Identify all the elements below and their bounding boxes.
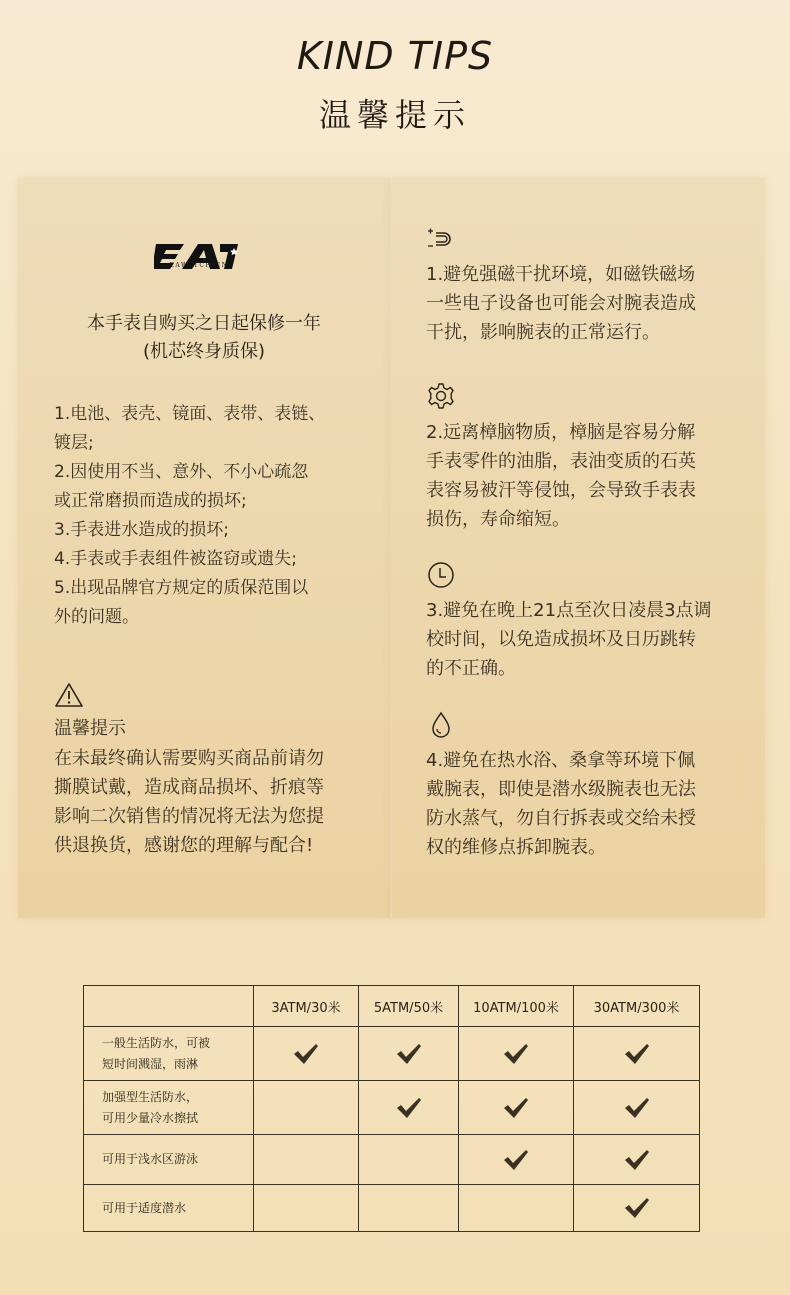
row-label: 一般生活防水，可被 短时间溅湿，雨淋 [84,1027,254,1081]
tip-2-text: 2.远离樟脑物质，樟脑是容易分解 手表零件的油脂，表油变质的石英 表容易被汗等侵蚀，会导致手表表 损伤，寿命缩短。 [426,422,696,530]
warning-icon [54,682,84,708]
list-item: 或正常磨损而造成的损坏; [54,491,247,511]
exclusion-list [54,400,374,632]
column-header: 30ATM/300米 [574,986,700,1027]
check-cell [574,1081,700,1135]
check-cell [574,1027,700,1081]
table-row [84,1081,700,1135]
table-header-row [84,986,700,1027]
check-cell [459,1081,574,1135]
water-drop-icon [426,710,456,740]
empty-cell [459,1185,574,1232]
empty-cell [254,1185,359,1232]
tips-panel [392,178,765,918]
check-icon [396,1043,422,1065]
row-label: 可用于适度潜水 [84,1185,254,1232]
warranty-panel [18,178,390,918]
list-item: 5.出现品牌官方规定的质保范围以 [54,578,309,598]
empty-cell [359,1185,459,1232]
row-label: 可用于浅水区游泳 [84,1135,254,1185]
check-cell [574,1185,700,1232]
table-header-empty [84,986,254,1027]
list-item: 4.手表或手表组件被盗窃或遗失; [54,549,297,569]
row-label: 加强型生活防水， 可用少量冷水擦拭 [84,1081,254,1135]
empty-cell [254,1081,359,1135]
check-icon [624,1043,650,1065]
check-cell [254,1027,359,1081]
table-row [84,1027,700,1081]
column-header: 5ATM/50米 [359,986,459,1027]
list-item: 3.手表进水造成的损坏; [54,520,229,540]
check-icon [503,1043,529,1065]
clock-icon [426,560,456,590]
check-icon [503,1097,529,1119]
tip-4-text: 4.避免在热水浴、桑拿等环境下佩 戴腕表，即使是潜水级腕表也无法 防水蒸气，勿自行拆表或交给未授 权的维修点拆卸腕表。 [426,750,696,858]
empty-cell [359,1135,459,1185]
warranty-title: 本手表自购买之日起保修一年 (机芯终身质保) [87,313,321,362]
title-en: KIND TIPS [296,34,494,78]
brand-logo-icon [154,240,246,280]
notice-text: 在未最终确认需要购买商品前请勿 撕膜试戴，造成商品损坏、折痕等 影响二次销售的情况将无法为您提 供退换货，感谢您的理解与配合! [54,748,324,856]
check-cell [459,1135,574,1185]
tip-1-text: 1.避免强磁干扰环境，如磁铁磁场 一些电子设备也可能会对腕表造成 干扰，影响腕表的正常运行。 [426,264,696,343]
magnet-icon [426,224,456,254]
list-item: 2.因使用不当、意外、不小心疏忽 [54,462,309,482]
notice-title: 温馨提示 [54,718,126,739]
check-icon [293,1043,319,1065]
table-row [84,1135,700,1185]
check-icon [624,1197,650,1219]
water-resistance-table [83,985,700,1232]
check-cell [359,1027,459,1081]
empty-cell [254,1135,359,1185]
check-cell [359,1081,459,1135]
list-item: 镀层; [54,433,94,453]
list-item: 外的问题。 [54,607,139,627]
column-header: 10ATM/100米 [459,986,574,1027]
check-icon [503,1149,529,1171]
check-icon [396,1097,422,1119]
table-row [84,1185,700,1232]
gear-icon [426,381,456,411]
title-cn: 温馨提示 [318,96,471,134]
check-cell [574,1135,700,1185]
check-icon [624,1149,650,1171]
check-icon [624,1097,650,1119]
check-cell [459,1027,574,1081]
logo-text: EAWATCH.CN [169,262,229,269]
list-item: 1.电池、表壳、镜面、表带、表链、 [54,404,326,424]
column-header: 3ATM/30米 [254,986,359,1027]
tip-3-text: 3.避免在晚上21点至次日凌晨3点调 校时间，以免造成损坏及日历跳转 的不正确。 [426,600,712,679]
